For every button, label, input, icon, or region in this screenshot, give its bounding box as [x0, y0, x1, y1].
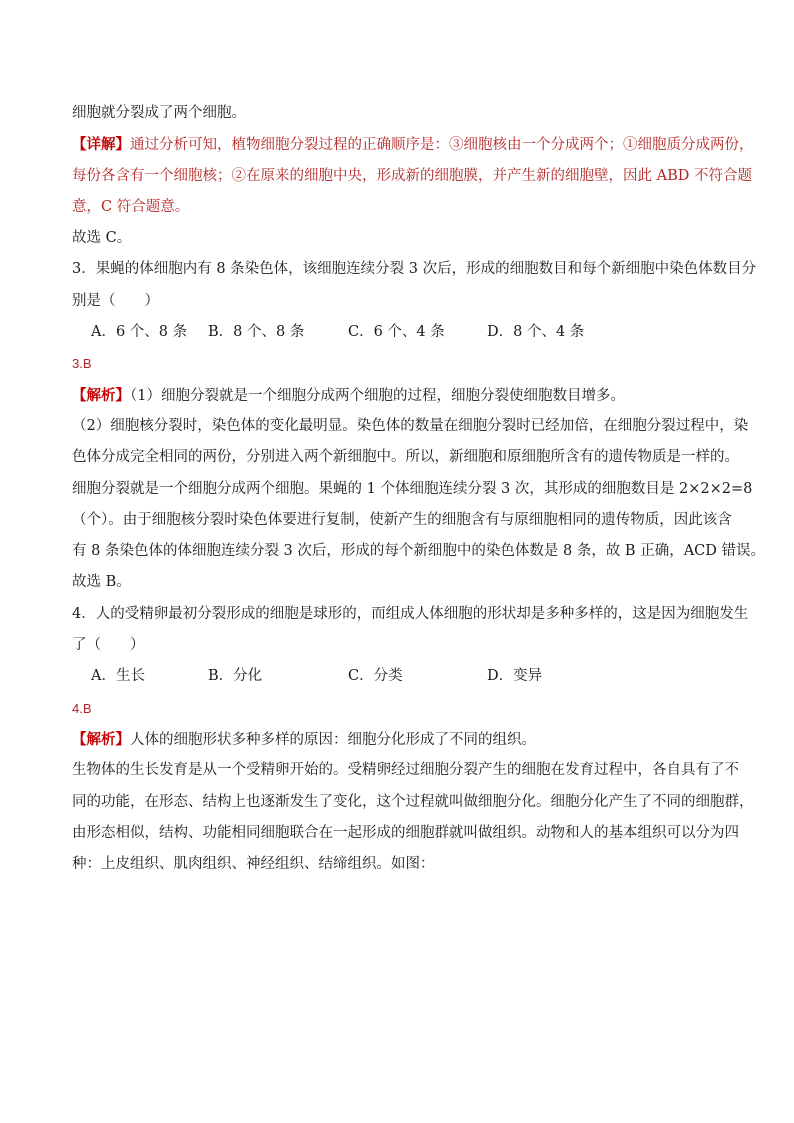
q4-analysis-line-3: 同的功能，在形态、结构上也逐渐发生了变化，这个过程就叫做细胞分化。细胞分化产生了不同的细胞群，	[72, 793, 754, 810]
q4-analysis-text: 人体的细胞形状多种多样的原因：细胞分化形成了不同的组织。	[130, 731, 536, 748]
q3-analysis-line-2: （2）细胞核分裂时，染色体的变化最明显。染色体的数量在细胞分裂时已经加倍，在细胞分裂过程中，染	[72, 417, 749, 434]
prev-conclusion: 故选 C。	[72, 230, 132, 247]
q4-option-d: D．变异	[487, 668, 543, 685]
q4-analysis-tag: 【解析】	[72, 730, 130, 748]
detail-text: 通过分析可知，植物细胞分裂过程的正确顺序是：③细胞核由一个分成两个；①细胞质分成两份，	[130, 137, 754, 154]
q3-option-b: B．8 个、8 条	[208, 324, 305, 341]
q3-analysis-line-1	[72, 380, 724, 411]
q4-analysis-line-1	[72, 724, 724, 755]
q4-option-c: C．分类	[348, 668, 403, 685]
q4-analysis-line-2: 生物体的生长发育是从一个受精卵开始的。受精卵经过细胞分裂产生的细胞在发育过程中，各自具有了不	[72, 762, 739, 779]
q3-option-a: A．6 个、8 条	[91, 324, 188, 341]
q4-option-a: A．生长	[91, 668, 145, 685]
q3-answer: 3.B	[72, 356, 92, 372]
q4-stem-line-1: 4．人的受精卵最初分裂形成的细胞是球形的，而组成人体细胞的形状却是多种多样的，这是因为细胞发生	[72, 605, 749, 622]
detail-line-1	[72, 129, 754, 160]
detail-line-2: 每份各含有一个细胞核；②在原来的细胞中央，形成新的细胞膜，并产生新的细胞壁，因此 ABD 不符合题	[72, 167, 752, 184]
q3-analysis-line-5: （个）。由于细胞核分裂时染色体要进行复制，使新产生的细胞含有与原细胞相同的遗传物质，因此该含	[72, 511, 732, 528]
q3-stem-line-2: 别是（ ）	[72, 292, 159, 309]
q3-analysis-line-4: 细胞分裂就是一个细胞分成两个细胞。果蝇的 1 个体细胞连续分裂 3 次，其形成的细胞数目是 2×2×2=8	[72, 480, 753, 497]
q4-stem-line-2: 了（ ）	[72, 637, 145, 654]
q4-option-b: B．分化	[208, 668, 263, 685]
q3-analysis-line-3: 色体分成完全相同的两份，分别进入两个新细胞中。所以，新细胞和原细胞所含有的遗传物质是一样的。	[72, 449, 739, 466]
q3-analysis-line-6: 有 8 条染色体的体细胞连续分裂 3 次后，形成的每个新细胞中的染色体数是 8 条，故 B 正确，ACD 错误。	[72, 543, 766, 560]
q3-options	[72, 317, 724, 348]
q3-stem-line-1: 3．果蝇的体细胞内有 8 条染色体，该细胞连续分裂 3 次后，形成的细胞数目和每个新细胞中染色体数目分	[72, 261, 757, 278]
q3-option-d: D．8 个、4 条	[487, 324, 585, 341]
q3-analysis-text: （1）细胞分裂就是一个细胞分成两个细胞的过程，细胞分裂使细胞数目增多。	[130, 387, 625, 404]
detail-tag: 【详解】	[72, 136, 130, 154]
q3-analysis-tag: 【解析】	[72, 386, 130, 404]
q3-conclusion: 故选 B。	[72, 574, 131, 591]
detail-line-3: 意，C 符合题意。	[72, 198, 190, 215]
q3-option-c: C．6 个、4 条	[348, 324, 445, 341]
document-page	[72, 98, 766, 880]
q4-analysis-line-4: 由形态相似，结构、功能相同细胞联合在一起形成的细胞群就叫做组织。动物和人的基本组织可以分为四	[72, 824, 739, 841]
q4-analysis-line-5: 种：上皮组织、肌肉组织、神经组织、结缔组织。如图：	[72, 856, 435, 873]
q4-options	[72, 661, 724, 692]
q4-answer: 4.B	[72, 700, 92, 716]
prev-text-line: 细胞就分裂成了两个细胞。	[72, 105, 246, 121]
